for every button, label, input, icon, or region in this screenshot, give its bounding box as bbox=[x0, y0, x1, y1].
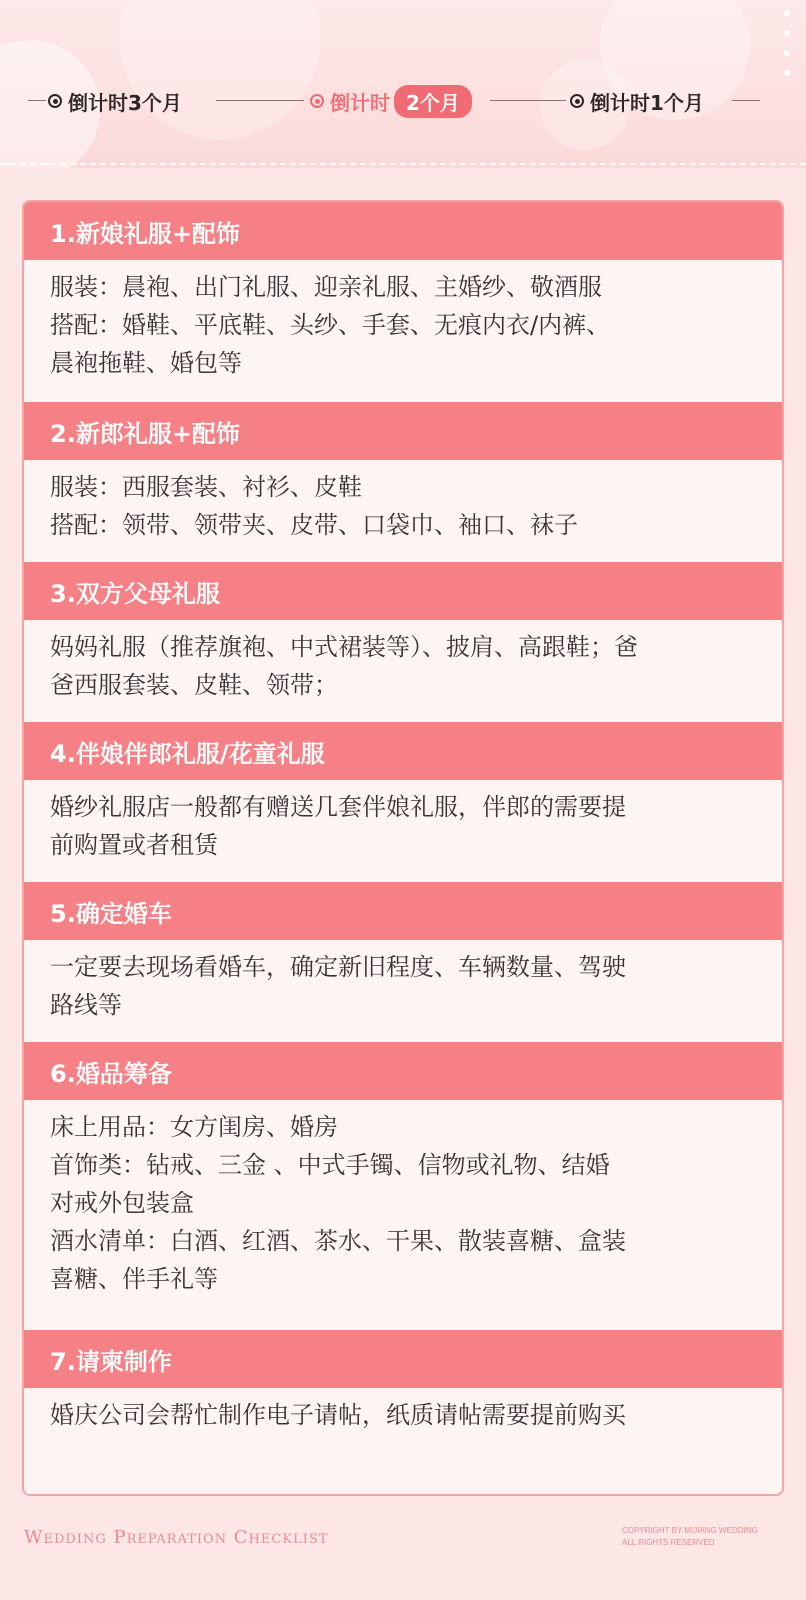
checklist-card bbox=[22, 200, 784, 1496]
section-line: 服装：西服套装、衬衫、皮鞋 bbox=[50, 473, 362, 501]
target-icon bbox=[48, 94, 62, 108]
section-line: 喜糖、伴手礼等 bbox=[50, 1265, 218, 1293]
target-icon bbox=[570, 94, 584, 108]
timeline-line bbox=[216, 100, 304, 101]
section-line: 床上用品：女方闺房、婚房 bbox=[50, 1113, 338, 1141]
copyright-line: ALL RIGHTS RESERVED bbox=[622, 1538, 715, 1547]
section-title: 6.婚品筹备 bbox=[24, 1042, 782, 1100]
section-line: 搭配：领带、领带夹、皮带、口袋巾、袖口、袜子 bbox=[50, 511, 578, 539]
section-line: 婚庆公司会帮忙制作电子请帖，纸质请帖需要提前购买 bbox=[50, 1401, 626, 1429]
section-line: 首饰类：钻戒、三金 、中式手镯、信物或礼物、结婚 bbox=[50, 1151, 610, 1179]
section-line: 对戒外包装盒 bbox=[50, 1189, 194, 1217]
timeline-line bbox=[732, 100, 760, 101]
section-line: 一定要去现场看婚车，确定新旧程度、车辆数量、驾驶 bbox=[50, 953, 626, 981]
section-line: 婚纱礼服店一般都有赠送几套伴娘礼服，伴郎的需要提 bbox=[50, 793, 626, 821]
copyright-line: COPYRIGHT BY MIJIANG WEDDING bbox=[622, 1526, 758, 1535]
timeline-item-1-month[interactable] bbox=[570, 86, 704, 116]
section-line: 妈妈礼服（推荐旗袍、中式裙装等）、披肩、高跟鞋；爸 bbox=[50, 633, 638, 661]
countdown-timeline bbox=[28, 86, 778, 116]
decor-bubble bbox=[120, 0, 320, 140]
section-body bbox=[24, 460, 782, 562]
decor-dots bbox=[784, 10, 792, 90]
section-line: 酒水清单：白酒、红酒、茶水、干果、散装喜糖、盒装 bbox=[50, 1227, 626, 1255]
section-body bbox=[24, 1100, 782, 1330]
section-line: 搭配：婚鞋、平底鞋、头纱、手套、无痕内衣/内裤、 bbox=[50, 311, 611, 339]
section-title: 7.请柬制作 bbox=[24, 1330, 782, 1388]
section-line: 晨袍拖鞋、婚包等 bbox=[50, 349, 242, 377]
section-line: 前购置或者租赁 bbox=[50, 831, 218, 859]
footer-copyright bbox=[622, 1525, 758, 1549]
section-line: 爸西服套装、皮鞋、领带； bbox=[50, 671, 338, 699]
section-title: 1.新娘礼服+配饰 bbox=[24, 202, 782, 260]
footer-title: Wedding Preparation Checklist bbox=[24, 1527, 329, 1548]
section-line: 路线等 bbox=[50, 991, 122, 1019]
header-divider bbox=[0, 163, 806, 165]
active-badge: 2个月 bbox=[394, 85, 472, 118]
section-title: 3.双方父母礼服 bbox=[24, 562, 782, 620]
section-title: 5.确定婚车 bbox=[24, 882, 782, 940]
timeline-line bbox=[28, 100, 46, 101]
timeline-item-2-months[interactable] bbox=[310, 86, 472, 116]
timeline-item-3-months[interactable] bbox=[48, 86, 182, 116]
timeline-line bbox=[490, 100, 566, 101]
timeline-label: 倒计时 bbox=[330, 90, 390, 115]
timeline-label: 倒计时3个月 bbox=[68, 90, 182, 115]
section-body bbox=[24, 1388, 782, 1478]
section-body bbox=[24, 940, 782, 1042]
timeline-label: 倒计时1个月 bbox=[590, 90, 704, 115]
section-title: 2.新郎礼服+配饰 bbox=[24, 402, 782, 460]
section-body bbox=[24, 260, 782, 402]
section-body bbox=[24, 780, 782, 882]
target-icon bbox=[310, 94, 324, 108]
section-line: 服装：晨袍、出门礼服、迎亲礼服、主婚纱、敬酒服 bbox=[50, 273, 602, 301]
header-banner bbox=[0, 0, 806, 168]
section-title: 4.伴娘伴郎礼服/花童礼服 bbox=[24, 722, 782, 780]
section-body bbox=[24, 620, 782, 722]
